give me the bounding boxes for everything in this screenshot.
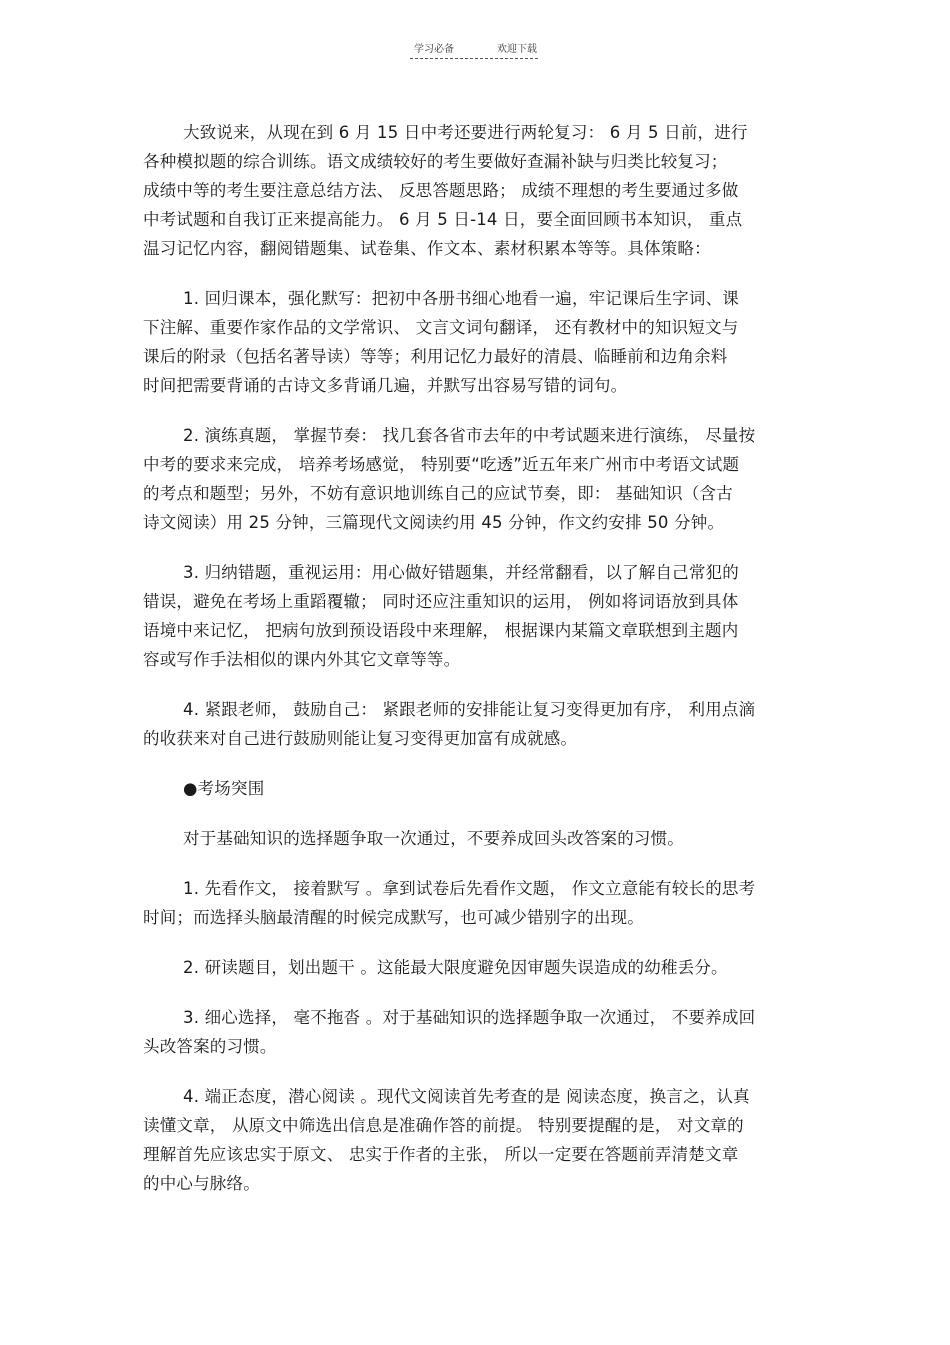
paragraph-tip-2 bbox=[143, 953, 807, 982]
text-line: 4. 紧跟老师， 鼓励自己： 紧跟老师的安排能让复习变得更加有序， 利用点滴 bbox=[183, 700, 756, 719]
text-line: 的中心与脉络。 bbox=[143, 1174, 260, 1193]
text-line: 3. 细心选择， 毫不拖沓 。对于基础知识的选择题争取一次通过， 不要养成回 bbox=[183, 1008, 756, 1027]
text-line: 温习记忆内容，翻阅错题集、试卷集、作文本、素材积累本等等。具体策略： bbox=[143, 239, 711, 258]
text-line: 课后的附录（包括名著导读）等等；利用记忆力最好的清晨、临睡前和边角余料 bbox=[143, 347, 728, 366]
section-heading-text: ●考场突围 bbox=[183, 779, 265, 798]
text-line: 容或写作手法相似的课内外其它文章等等。 bbox=[143, 650, 461, 669]
text-line: 成绩中等的考生要注意总结方法、 反思答题思路； 成绩不理想的考生要通过多做 bbox=[143, 181, 739, 200]
paragraph-section-intro bbox=[143, 824, 807, 853]
paragraph-strategy-4 bbox=[143, 695, 807, 753]
paragraph-strategy-3 bbox=[143, 558, 807, 674]
paragraph-strategy-2 bbox=[143, 421, 807, 537]
text-line: 诗文阅读）用 25 分钟，三篇现代文阅读约用 45 分钟，作文约安排 50 分钟。 bbox=[143, 513, 725, 532]
text-line: 时间把需要背诵的古诗文多背诵几遍，并默写出容易写错的词句。 bbox=[143, 376, 628, 395]
text-line: 的考点和题型；另外，不妨有意识地训练自己的应试节奏，即： 基础知识（含古 bbox=[143, 484, 733, 503]
paragraph-tip-3 bbox=[143, 1003, 807, 1061]
paragraph-strategy-1 bbox=[143, 284, 807, 400]
text-line: 对于基础知识的选择题争取一次通过，不要养成回头改答案的习惯。 bbox=[183, 829, 684, 848]
text-line: 2. 演练真题， 掌握节奏： 找几套各省市去年的中考试题来进行演练， 尽量按 bbox=[183, 426, 756, 445]
page-header bbox=[410, 38, 538, 59]
paragraph-tip-4 bbox=[143, 1082, 807, 1198]
text-line: 理解首先应该忠实于原文、 忠实于作者的主张， 所以一定要在答题前弄清楚文章 bbox=[143, 1145, 739, 1164]
paragraph-intro bbox=[143, 118, 807, 263]
text-line: 1. 先看作文， 接着默写 。拿到试卷后先看作文题， 作文立意能有较长的思考 bbox=[183, 879, 756, 898]
document-body bbox=[143, 118, 807, 1198]
section-heading bbox=[143, 774, 807, 803]
header-right-text: 欢迎下载 bbox=[497, 44, 537, 55]
text-line: 2. 研读题目，划出题干 。这能最大限度避免因审题失误造成的幼稚丢分。 bbox=[183, 958, 728, 977]
text-line: 中考试题和自我订正来提高能力。 6 月 5 日-14 日，要全面回顾书本知识， 重点 bbox=[143, 210, 743, 229]
header-left-text: 学习必备 bbox=[414, 44, 454, 55]
text-line: 错误，避免在考场上重蹈覆辙； 同时还应注重知识的运用， 例如将词语放到具体 bbox=[143, 592, 739, 611]
text-line: 各种模拟题的综合训练。语文成绩较好的考生要做好查漏补缺与归类比较复习； bbox=[143, 152, 728, 171]
text-line: 3. 归纳错题，重视运用：用心做好错题集，并经常翻看，以了解自己常犯的 bbox=[183, 563, 739, 582]
text-line: 1. 回归课本，强化默写：把初中各册书细心地看一遍，牢记课后生字词、课 bbox=[183, 289, 739, 308]
paragraph-tip-1 bbox=[143, 874, 807, 932]
text-line: 头改答案的习惯。 bbox=[143, 1037, 277, 1056]
text-line: 时间；而选择头脑最清醒的时候完成默写，也可减少错别字的出现。 bbox=[143, 908, 644, 927]
text-line: 下注解、重要作家作品的文学常识、 文言文词句翻译， 还有教材中的知识短文与 bbox=[143, 318, 739, 337]
text-line: 4. 端正态度，潜心阅读 。现代文阅读首先考查的是 阅读态度，换言之，认真 bbox=[183, 1087, 750, 1106]
text-line: 中考的要求来完成， 培养考场感觉， 特别要“吃透”近五年来广州市中考语文试题 bbox=[143, 455, 740, 474]
text-line: 读懂文章， 从原文中筛选出信息是准确作答的前提。 特别要提醒的是， 对文章的 bbox=[143, 1116, 744, 1135]
text-line: 大致说来，从现在到 6 月 15 日中考还要进行两轮复习： 6 月 5 日前，进行 bbox=[183, 123, 748, 142]
text-line: 的收获来对自己进行鼓励则能让复习变得更加富有成就感。 bbox=[143, 729, 578, 748]
text-line: 语境中来记忆， 把病句放到预设语段中来理解， 根据课内某篇文章联想到主题内 bbox=[143, 621, 739, 640]
